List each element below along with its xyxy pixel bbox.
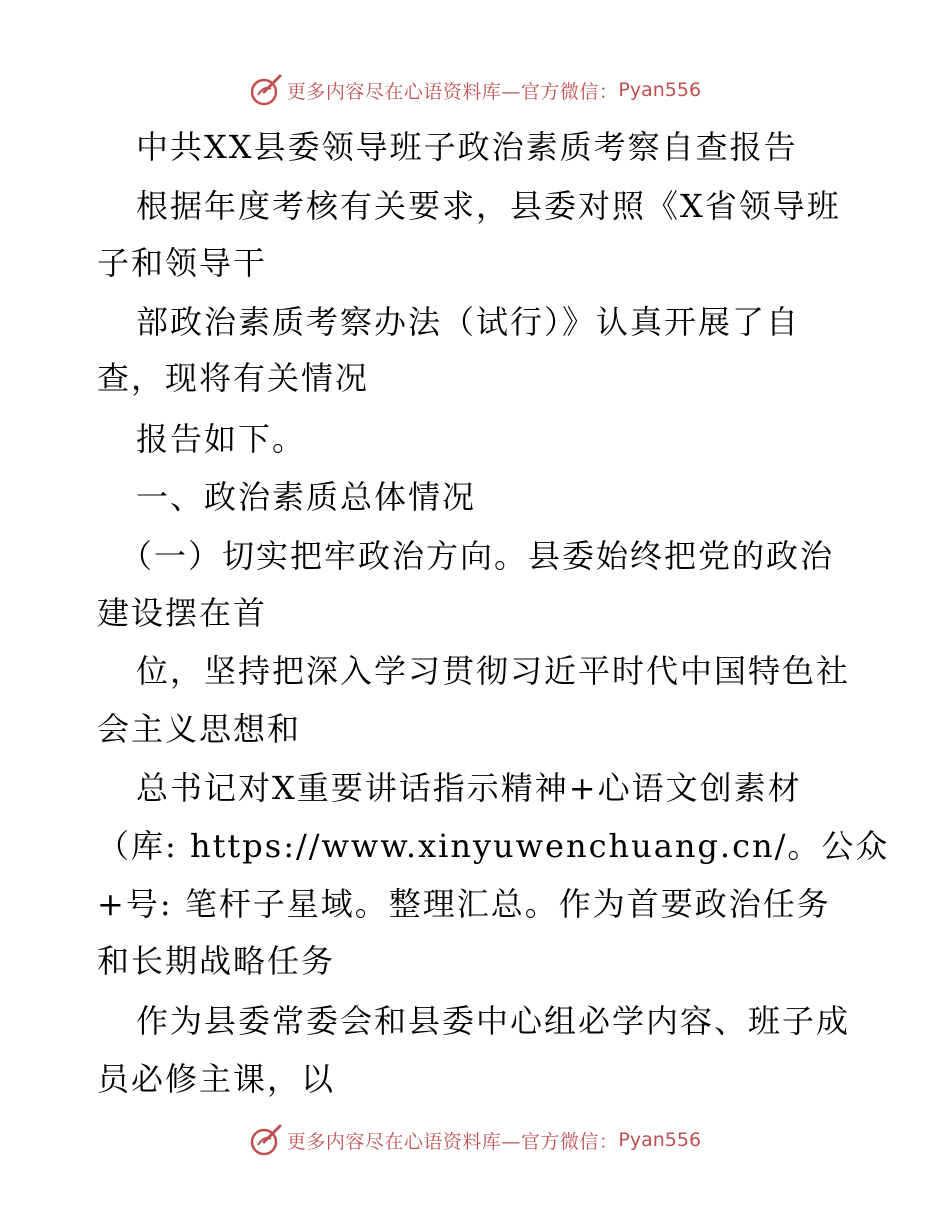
- watermark-header: [0, 70, 950, 110]
- paragraph-line: （库: https://www.xinyuwenchuang.cn/。公众: [97, 827, 890, 865]
- watermark-footer: [0, 1120, 950, 1160]
- paragraph-line: 部政治素质考察办法（试行）》认真开展了自: [136, 303, 801, 341]
- paragraph-line: 作为县委常委会和县委中心组必学内容、班子成: [136, 1002, 851, 1040]
- watermark-wechat-id: Pyan556: [618, 1129, 702, 1151]
- watermark-text: 更多内容尽在心语资料库—官方微信：: [286, 80, 619, 103]
- watermark-text: 更多内容尽在心语资料库—官方微信：: [286, 1130, 619, 1153]
- paragraph-line: 员必修主课，以: [97, 1060, 336, 1098]
- watermark-wechat-id: Pyan556: [618, 79, 702, 101]
- paragraph-line: 根据年度考核有关要求，县委对照《X省领导班: [136, 187, 841, 225]
- paragraph-line: 子和领导干: [97, 244, 268, 282]
- section-heading: 一、政治素质总体情况: [136, 478, 477, 516]
- paragraph-line: 建设摆在首: [97, 594, 268, 632]
- document-title: 中共XX县委领导班子政治素质考察自查报告: [136, 128, 798, 166]
- paragraph-line: 位，坚持把深入学习贯彻习近平时代中国特色社: [136, 652, 851, 690]
- paragraph-line: 报告如下。: [136, 420, 307, 458]
- pen-logo-icon: [249, 73, 283, 107]
- paragraph-line: 总书记对X重要讲话指示精神+心语文创素材: [136, 769, 802, 807]
- paragraph-line: 会主义思想和: [97, 710, 302, 748]
- paragraph-line: +号: 笔杆子星域。整理汇总。作为首要政治任务: [97, 885, 831, 923]
- subsection-heading-line: （一）切实把牢政治方向。县委始终把党的政治: [120, 537, 835, 575]
- paragraph-line: 和长期战略任务: [97, 942, 336, 980]
- paragraph-line: 查，现将有关情况: [97, 359, 370, 397]
- pen-logo-icon: [249, 1123, 283, 1157]
